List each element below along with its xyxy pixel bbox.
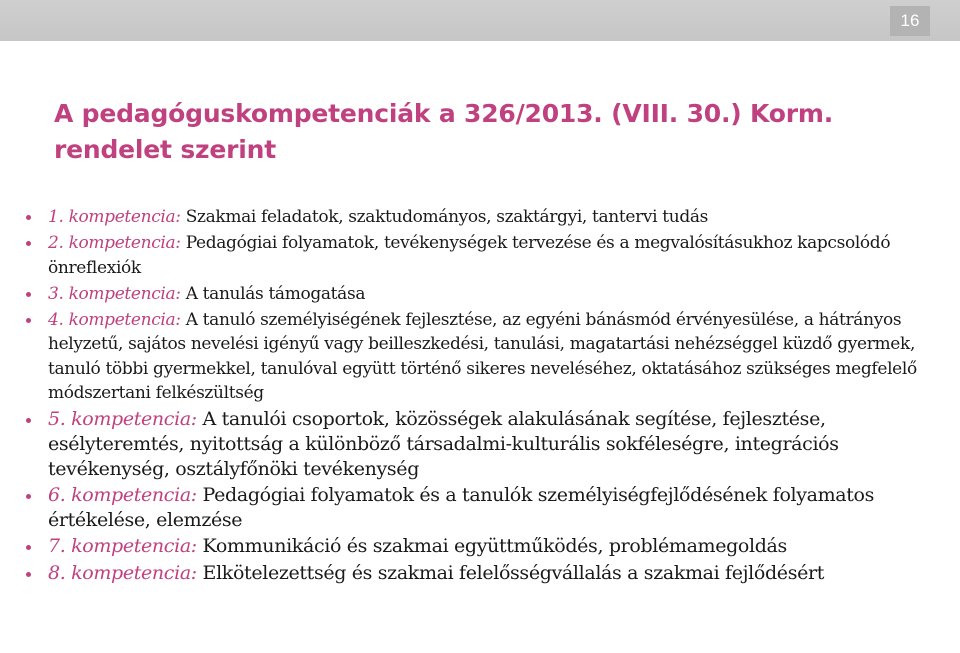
list-item [48, 534, 948, 559]
competency-text: A tanulói csoportok, közösségek alakulásának segítése, fejlesztése, esélyteremtés, nyitottság a különböző társadalmi-kulturális sokféleségre, integrációs tevékenység, osztályfőnöki tevékenység [48, 408, 839, 480]
competency-text: A tanuló személyiségének fejlesztése, az egyéni bánásmód érvényesülése, a hátrányos helyzetű, sajátos nevelési igényű vagy beilleszkedési, tanulási, magatartási nehézséggel küzdő gyermek, tanuló többi gyermekkel, tanulóval együtt történő sikeres neveléséhez, oktatásához szükséges megfelelő módszertani felkészültség [48, 310, 917, 404]
competency-label: 4. kompetencia: [48, 310, 181, 331]
list-item [48, 205, 948, 229]
competency-label: 7. kompetencia: [48, 535, 197, 558]
competency-label: 5. kompetencia: [48, 408, 197, 431]
top-band [0, 0, 960, 41]
competency-label: 1. kompetencia: [48, 207, 181, 227]
bullet-dot-icon [26, 572, 31, 577]
competency-label: 2. kompetencia: [48, 233, 181, 254]
competency-text: Pedagógiai folyamatok és a tanulók személyiségfejlődésének folyamatos értékelése, elemzése [48, 484, 875, 531]
competency-label: 8. kompetencia: [48, 561, 197, 584]
list-item [48, 407, 948, 481]
bullet-dot-icon [26, 215, 31, 220]
competency-text: Kommunikáció és szakmai együttműködés, problémamegoldás [196, 535, 787, 558]
list-item [48, 282, 948, 306]
slide-title: A pedagóguskompetenciák a 326/2013. (VIII. 30.) Korm. rendelet szerint [54, 99, 833, 164]
competency-label: 6. kompetencia: [48, 484, 197, 507]
bullet-dot-icon [26, 494, 31, 499]
bullet-dot-icon [26, 292, 31, 297]
list-item [48, 231, 948, 280]
competency-text: Szakmai feladatok, szaktudományos, szaktárgyi, tantervi tudás [180, 207, 709, 227]
competency-label: 3. kompetencia: [48, 283, 181, 304]
list-item [48, 561, 948, 586]
competency-text: Pedagógiai folyamatok, tevékenységek tervezése és a megvalósításukhoz kapcsolódó önreflexiók [48, 233, 891, 278]
competency-list [48, 205, 948, 588]
competency-text: Elkötelezettség és szakmai felelősségvállalás a szakmai fejlődésért [196, 561, 825, 584]
page-number: 16 [890, 6, 930, 36]
list-item [48, 308, 948, 405]
bullet-dot-icon [26, 318, 31, 323]
list-item [48, 483, 948, 532]
competency-text: A tanulás támogatása [180, 283, 366, 304]
bullet-dot-icon [26, 241, 31, 246]
bullet-dot-icon [26, 418, 31, 423]
bullet-dot-icon [26, 545, 31, 550]
